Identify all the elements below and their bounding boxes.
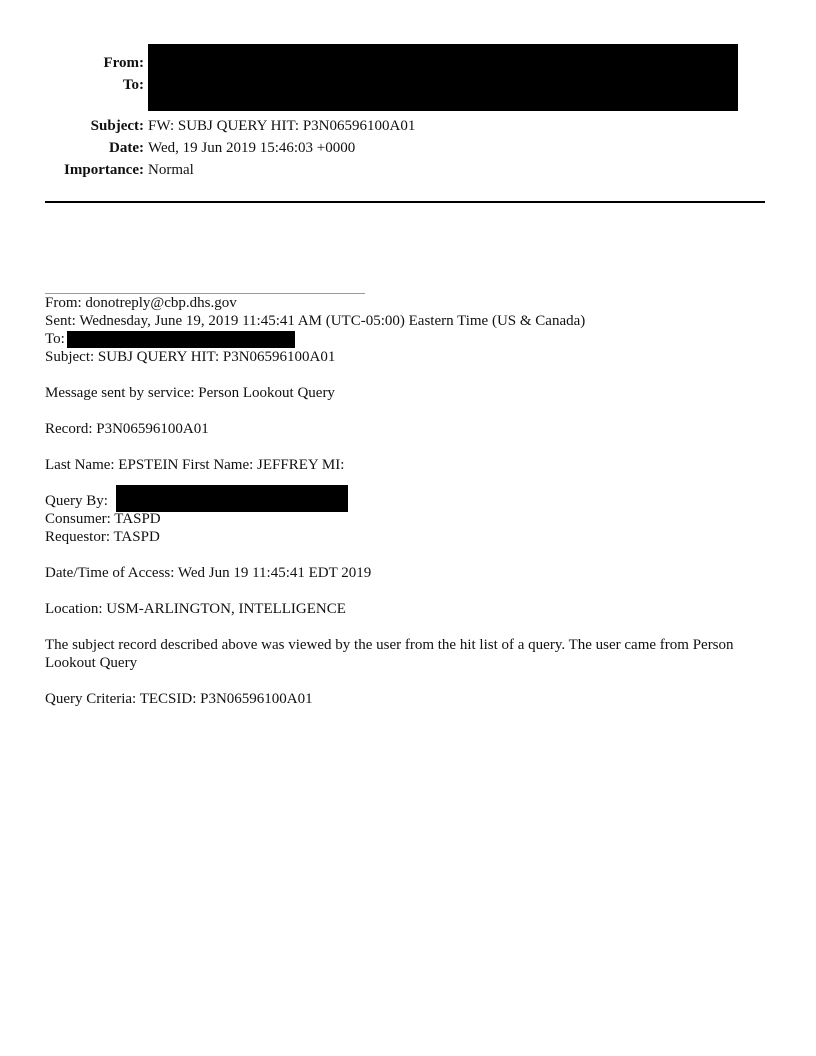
header-subject-row bbox=[0, 116, 816, 136]
date-label: Date: bbox=[109, 140, 144, 156]
service-line: Message sent by service: Person Lookout Query bbox=[45, 385, 335, 401]
query-by-line bbox=[45, 492, 108, 510]
subject-label: Subject: bbox=[90, 118, 144, 134]
forwarded-to bbox=[45, 330, 65, 348]
from-label: From: bbox=[103, 55, 144, 71]
name-line: Last Name: EPSTEIN First Name: JEFFREY MI: bbox=[45, 457, 345, 473]
consumer-line: Consumer: TASPD bbox=[45, 511, 161, 527]
forwarded-sent: Sent: Wednesday, June 19, 2019 11:45:41 AM (UTC-05:00) Eastern Time (US & Canada) bbox=[45, 313, 586, 329]
redacted-recipients-block bbox=[148, 44, 738, 111]
importance-value: Normal bbox=[148, 162, 194, 178]
header-date-row bbox=[0, 138, 816, 158]
description-paragraph: The subject record described above was viewed by the user from the hit list of a query. The user came from Person Lookout Query bbox=[45, 637, 734, 671]
forwarded-from: From: donotreply@cbp.dhs.gov bbox=[45, 295, 237, 311]
requestor-line: Requestor: TASPD bbox=[45, 529, 160, 545]
access-time-line: Date/Time of Access: Wed Jun 19 11:45:41 EDT 2019 bbox=[45, 565, 372, 581]
forwarded-to-label: To: bbox=[45, 331, 65, 347]
location-line: Location: USM-ARLINGTON, INTELLIGENCE bbox=[45, 601, 346, 617]
record-line: Record: P3N06596100A01 bbox=[45, 421, 209, 437]
date-value: Wed, 19 Jun 2019 15:46:03 +0000 bbox=[148, 140, 356, 156]
importance-label: Importance: bbox=[64, 162, 144, 178]
forwarded-subject: Subject: SUBJ QUERY HIT: P3N06596100A01 bbox=[45, 349, 336, 365]
query-by-label: Query By: bbox=[45, 493, 108, 509]
header-importance-row bbox=[0, 160, 816, 180]
subject-value: FW: SUBJ QUERY HIT: P3N06596100A01 bbox=[148, 118, 416, 134]
criteria-line: Query Criteria: TECSID: P3N06596100A01 bbox=[45, 691, 313, 707]
redacted-to-recipient bbox=[67, 331, 295, 348]
header-divider bbox=[45, 201, 765, 203]
redacted-query-by bbox=[116, 485, 348, 512]
to-label: To: bbox=[122, 77, 144, 93]
